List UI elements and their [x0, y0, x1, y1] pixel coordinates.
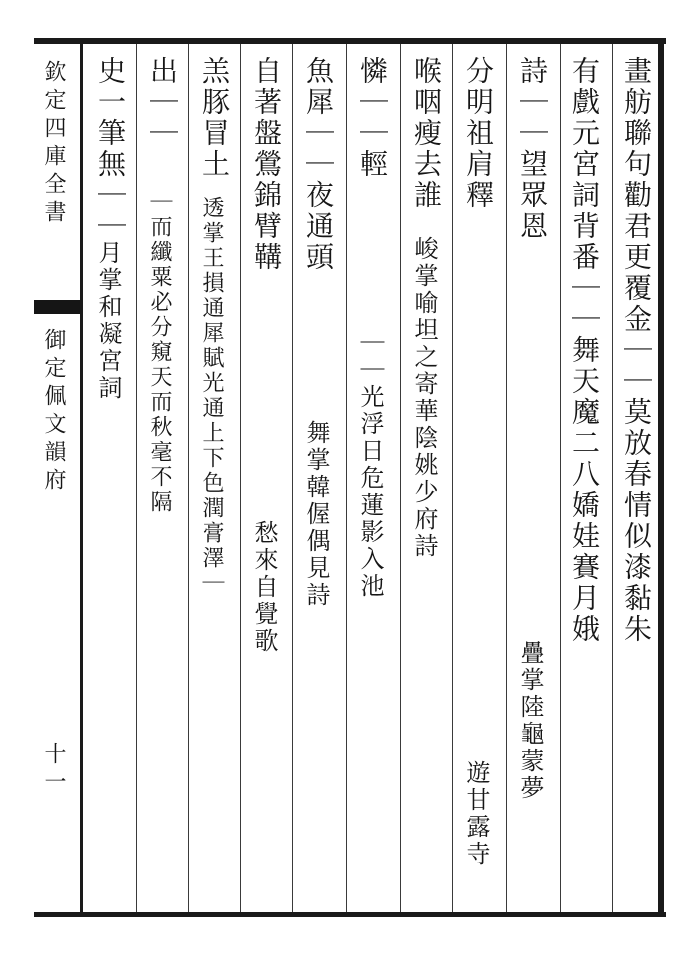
margin-title-bottom: 御定佩文韻府 [41, 328, 66, 496]
text-column-10: 出｜｜ [146, 56, 179, 149]
text-column-4: 分明祖肩釋 [462, 56, 495, 211]
text-column-8-entry: 愁來自覺歌 [250, 520, 278, 655]
text-column-3-entry: 疊掌陸龜蒙夢 [516, 640, 544, 802]
column-rule [240, 44, 241, 912]
text-column-6: 憐｜｜輕 [356, 56, 389, 180]
text-column-11-entry: 月掌和凝宮詞 [94, 240, 122, 402]
margin-divider [80, 42, 83, 914]
text-column-11: 史一筆無｜｜ [94, 56, 127, 242]
text-column-7: 魚犀｜｜夜通頭 [302, 56, 335, 273]
text-column-9-entry: 透掌王損通犀賦光通上下色潤膏澤｜ [199, 196, 224, 596]
text-column-2: 有戲元宮詞背番｜｜舞天魔二八嬌娃賽月娥 [568, 56, 601, 645]
text-column-5-entry: 峻掌喻坦之寄華陰姚少府詩 [410, 236, 438, 560]
bottom-border [34, 912, 666, 917]
margin-title-top: 欽定四庫全書 [41, 60, 66, 228]
text-column-5: 喉咽瘦去誰 [410, 56, 443, 211]
column-rule [400, 44, 401, 912]
column-rule [560, 44, 561, 912]
column-rule [292, 44, 293, 912]
text-column-3 [516, 56, 549, 242]
text-column-8: 自著盤鶯錦臂鞲 [250, 56, 283, 273]
fishtail-mark [34, 300, 80, 314]
column-rule [506, 44, 507, 912]
text-column-1: 畫舫聯句勸君更覆金｜｜莫放春情似漆黏朱 [620, 56, 653, 645]
column-3-text: 詩｜｜望眾恩 [516, 56, 549, 242]
text-column-4-entry: 遊甘露寺 [462, 760, 490, 868]
column-rule [188, 44, 189, 912]
top-border [34, 38, 666, 44]
text-column-6-entry: ｜｜光浮日危蓮影入池 [356, 330, 384, 600]
text-column-9: 羔豚冒土 [198, 56, 231, 180]
column-rule [136, 44, 137, 912]
column-rule [612, 44, 613, 912]
column-rule [452, 44, 453, 912]
column-rule [346, 44, 347, 912]
margin-page-number: 十一 [41, 742, 66, 798]
right-border [658, 40, 664, 916]
text-column-10-entry: ｜而纖粟必分窺天而秋毫不隔 [147, 190, 172, 515]
text-column-7-entry: 舞掌韓偓偶見詩 [302, 420, 330, 609]
